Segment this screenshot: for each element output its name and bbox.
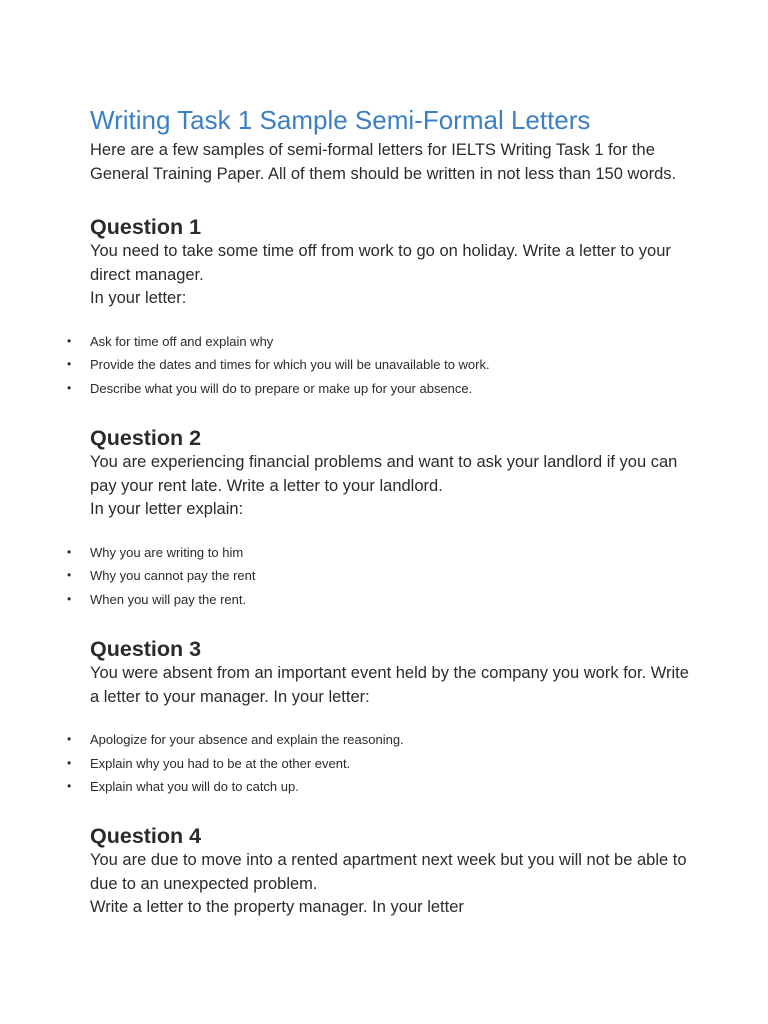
question-heading: Question 3 [90,637,202,661]
list-item: • Why you cannot pay the rent [90,564,690,588]
bullet-list [90,541,690,612]
list-item: • Describe what you will do to prepare or make up for your absence. [90,377,690,401]
question-prompt [90,240,690,311]
question-prompt [90,662,690,709]
question-heading: Question 4 [90,824,202,848]
intro-paragraph: Here are a few samples of semi-formal letters for IELTS Writing Task 1 for the General Training Paper. All of them should be written in not less than 150 words. [90,141,677,183]
bullet-list [90,728,690,799]
list-item: • Explain why you had to be at the other event. [90,752,690,776]
page-title: Writing Task 1 Sample Semi-Formal Letters [90,105,591,135]
question-prompt [90,451,690,522]
prompt-line: You were absent from an important event held by the company you work for. Write a letter to your manager. In your letter: [90,664,689,706]
list-item: • Apologize for your absence and explain the reasoning. [90,728,690,752]
question-2-section [90,425,690,611]
list-item: • Why you are writing to him [90,541,690,565]
prompt-line: In your letter: [90,289,187,307]
prompt-line: You are due to move into a rented apartment next week but you will not be able to due to an unexpected problem. [90,851,687,893]
list-item: • Provide the dates and times for which you will be unavailable to work. [90,353,690,377]
question-4-section [90,823,690,920]
bullet-list [90,330,690,401]
list-item: • Explain what you will do to catch up. [90,775,690,799]
prompt-line: Write a letter to the property manager. In your letter [90,898,464,916]
prompt-line: You need to take some time off from work to go on holiday. Write a letter to your direct manager. [90,242,671,284]
list-item: • Ask for time off and explain why [90,330,690,354]
question-heading: Question 1 [90,215,202,239]
document-page [90,104,690,916]
question-heading: Question 2 [90,426,202,450]
prompt-line: You are experiencing financial problems and want to ask your landlord if you can pay your rent late. Write a letter to your landlord. [90,453,678,495]
list-item: • When you will pay the rent. [90,588,690,612]
question-3-section [90,636,690,799]
question-prompt [90,849,690,920]
question-1-section [90,214,690,400]
prompt-line: In your letter explain: [90,500,244,518]
